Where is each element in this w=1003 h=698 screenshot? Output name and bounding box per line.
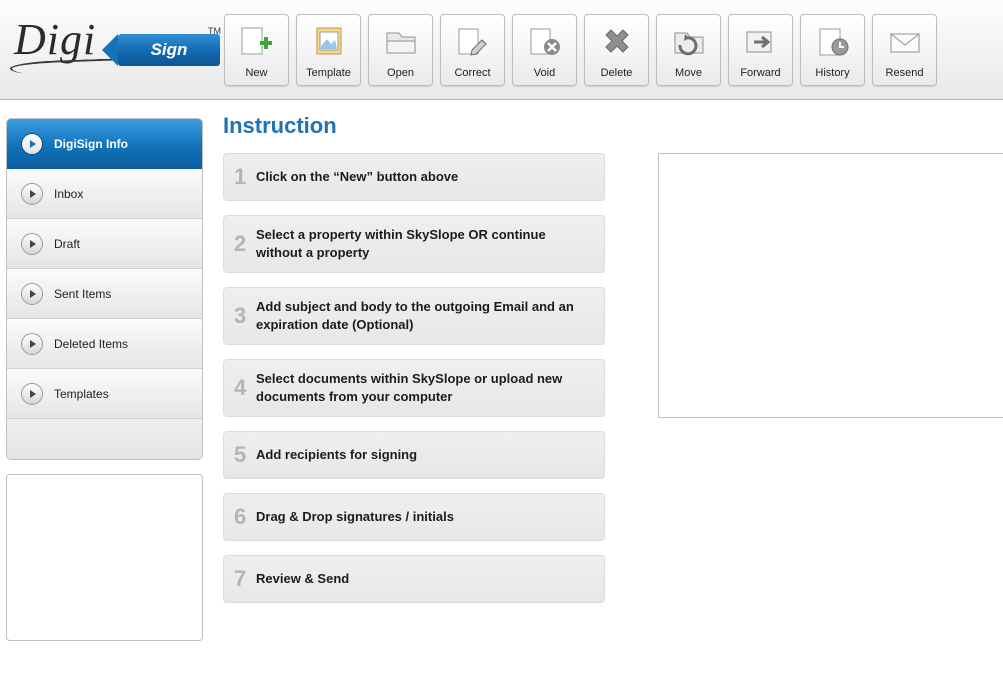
delete-button[interactable] <box>584 14 649 86</box>
sidebar-item-sent-items[interactable] <box>7 269 202 319</box>
delete-x-icon <box>585 24 648 60</box>
resend-button[interactable] <box>872 14 937 86</box>
template-button-label: Template <box>306 67 351 79</box>
arrow-right-icon <box>21 333 43 355</box>
step-text: Click on the “New” button above <box>256 169 459 184</box>
forward-button-label: Forward <box>740 67 781 79</box>
new-button-label: New <box>245 67 268 79</box>
arrow-right-icon <box>21 233 43 255</box>
instruction-step <box>223 493 605 541</box>
step-text: Add recipients for signing <box>256 447 418 462</box>
correct-button[interactable] <box>440 14 505 86</box>
top-toolbar <box>0 0 1003 100</box>
sidebar-item-label: Draft <box>54 236 81 251</box>
arrow-right-icon <box>21 183 43 205</box>
sidebar-item-label: Sent Items <box>54 286 112 301</box>
cancel-page-icon <box>513 24 576 60</box>
sidebar-footer-filler <box>7 419 202 459</box>
sidebar-item-templates[interactable] <box>7 369 202 419</box>
logo-wordmark: Digi <box>14 15 97 64</box>
instruction-step <box>223 153 605 201</box>
sidebar-item-digisign-info[interactable] <box>7 119 203 169</box>
sidebar-item-deleted-items[interactable] <box>7 319 202 369</box>
logo-sign-badge: Sign <box>118 34 220 66</box>
arrow-right-icon <box>21 383 43 405</box>
correct-button-label: Correct <box>454 67 491 79</box>
instruction-step <box>223 215 605 273</box>
logo-trademark: TM <box>208 26 221 36</box>
sidebar <box>6 118 203 641</box>
instruction-step <box>223 287 605 345</box>
sidebar-secondary-panel <box>6 474 203 641</box>
void-button[interactable] <box>512 14 577 86</box>
new-button[interactable] <box>224 14 289 86</box>
instruction-step-list <box>223 153 605 617</box>
step-number: 6 <box>234 504 247 529</box>
step-number: 7 <box>234 566 247 591</box>
step-number: 3 <box>234 303 247 328</box>
sidebar-nav-panel <box>6 118 203 460</box>
arrow-right-icon <box>21 283 43 305</box>
app-logo <box>8 8 223 80</box>
void-button-label: Void <box>533 67 556 79</box>
open-button[interactable] <box>368 14 433 86</box>
history-button-label: History <box>815 67 850 79</box>
step-text: Drag & Drop signatures / initials <box>256 509 454 524</box>
instruction-step <box>223 431 605 479</box>
instruction-step <box>223 555 605 603</box>
content-placeholder-panel <box>658 153 1003 418</box>
move-folder-icon <box>657 24 720 60</box>
arrow-right-icon <box>21 133 43 155</box>
step-number: 2 <box>234 231 247 256</box>
step-number: 5 <box>234 442 247 467</box>
open-button-label: Open <box>387 67 414 79</box>
sidebar-item-inbox[interactable] <box>7 169 202 219</box>
forward-button[interactable] <box>728 14 793 86</box>
toolbar-button-group <box>224 14 937 86</box>
plus-page-icon <box>225 24 288 60</box>
sidebar-item-label: Deleted Items <box>54 336 129 351</box>
folder-open-icon <box>369 24 432 60</box>
step-number: 1 <box>234 164 247 189</box>
resend-button-label: Resend <box>885 67 924 79</box>
step-number: 4 <box>234 375 247 400</box>
sidebar-item-label: Inbox <box>54 186 84 201</box>
forward-arrow-icon <box>729 24 792 60</box>
instruction-step <box>223 359 605 417</box>
move-button[interactable] <box>656 14 721 86</box>
template-page-icon <box>297 24 360 60</box>
step-text: Select documents within SkySlope or upload new documents from your computer <box>256 371 563 404</box>
step-text: Review & Send <box>256 571 350 586</box>
template-button[interactable] <box>296 14 361 86</box>
delete-button-label: Delete <box>600 67 633 79</box>
sidebar-item-label: DigiSign Info <box>54 136 128 151</box>
history-clock-icon <box>801 24 864 60</box>
sidebar-item-label: Templates <box>54 386 109 401</box>
sidebar-item-draft[interactable] <box>7 219 202 269</box>
step-text: Select a property within SkySlope OR continue without a property <box>256 227 546 260</box>
step-text: Add subject and body to the outgoing Email and an expiration date (Optional) <box>256 299 574 332</box>
resend-envelope-icon <box>873 24 936 60</box>
history-button[interactable] <box>800 14 865 86</box>
page-title: Instruction <box>223 113 337 138</box>
move-button-label: Move <box>675 67 702 79</box>
pencil-page-icon <box>441 24 504 60</box>
